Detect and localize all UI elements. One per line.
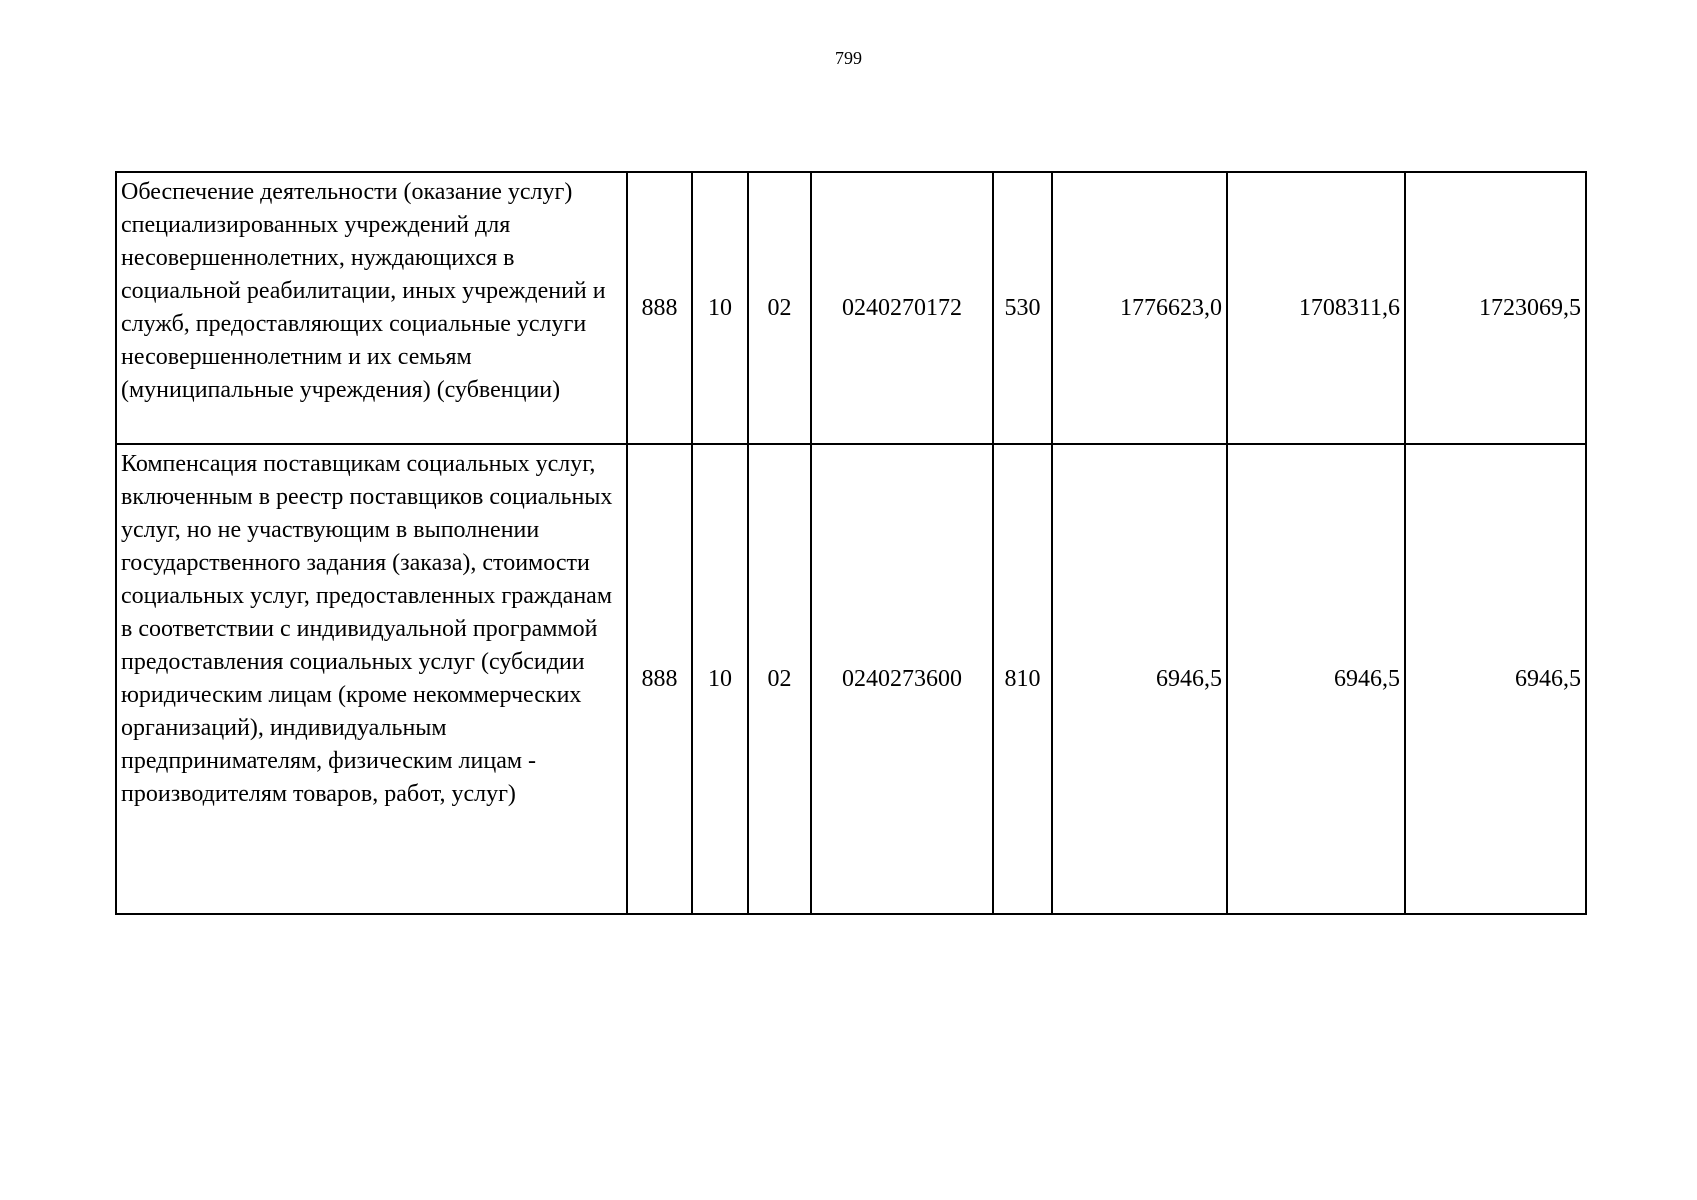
- row-amount-year-3: 6946,5: [1405, 444, 1586, 914]
- row-description: Компенсация поставщикам социальных услуг, включенным в реестр поставщиков социальных услуг, но не участвующим в выполнении государственного задания (заказа), стоимости социальных услуг, предоставленных гражданам в соответствии с индивидуальной программой предоставления социальных услуг (субсидии юридическим лицам (кроме некоммерческих организаций), индивидуальным предпринимателям, физическим лицам - производителям товаров, работ, услуг): [116, 444, 627, 914]
- row-amount-year-1: 1776623,0: [1052, 172, 1227, 444]
- row-subsection-code: 02: [748, 444, 811, 914]
- row-amount-year-2: 6946,5: [1227, 444, 1405, 914]
- row-subsection-code: 02: [748, 172, 811, 444]
- row-amount-year-3: 1723069,5: [1405, 172, 1586, 444]
- row-target-article-code: 0240270172: [811, 172, 993, 444]
- row-section-code: 10: [692, 444, 748, 914]
- budget-table: [115, 171, 1587, 915]
- row-description: Обеспечение деятельности (оказание услуг) специализированных учреждений для несовершеннолетних, нуждающихся в социальной реабилитации, иных учреждений и служб, предоставляющих социальные услуги несовершеннолетним и их семьям (муниципальные учреждения) (субвенции): [116, 172, 627, 444]
- row-grbs-code: 888: [627, 172, 692, 444]
- row-grbs-code: 888: [627, 444, 692, 914]
- table-row: [116, 172, 1586, 444]
- row-amount-year-2: 1708311,6: [1227, 172, 1405, 444]
- page-number: 799: [835, 48, 862, 68]
- table-row: [116, 444, 1586, 914]
- row-expense-type-code: 810: [993, 444, 1052, 914]
- row-amount-year-1: 6946,5: [1052, 444, 1227, 914]
- row-expense-type-code: 530: [993, 172, 1052, 444]
- row-section-code: 10: [692, 172, 748, 444]
- row-target-article-code: 0240273600: [811, 444, 993, 914]
